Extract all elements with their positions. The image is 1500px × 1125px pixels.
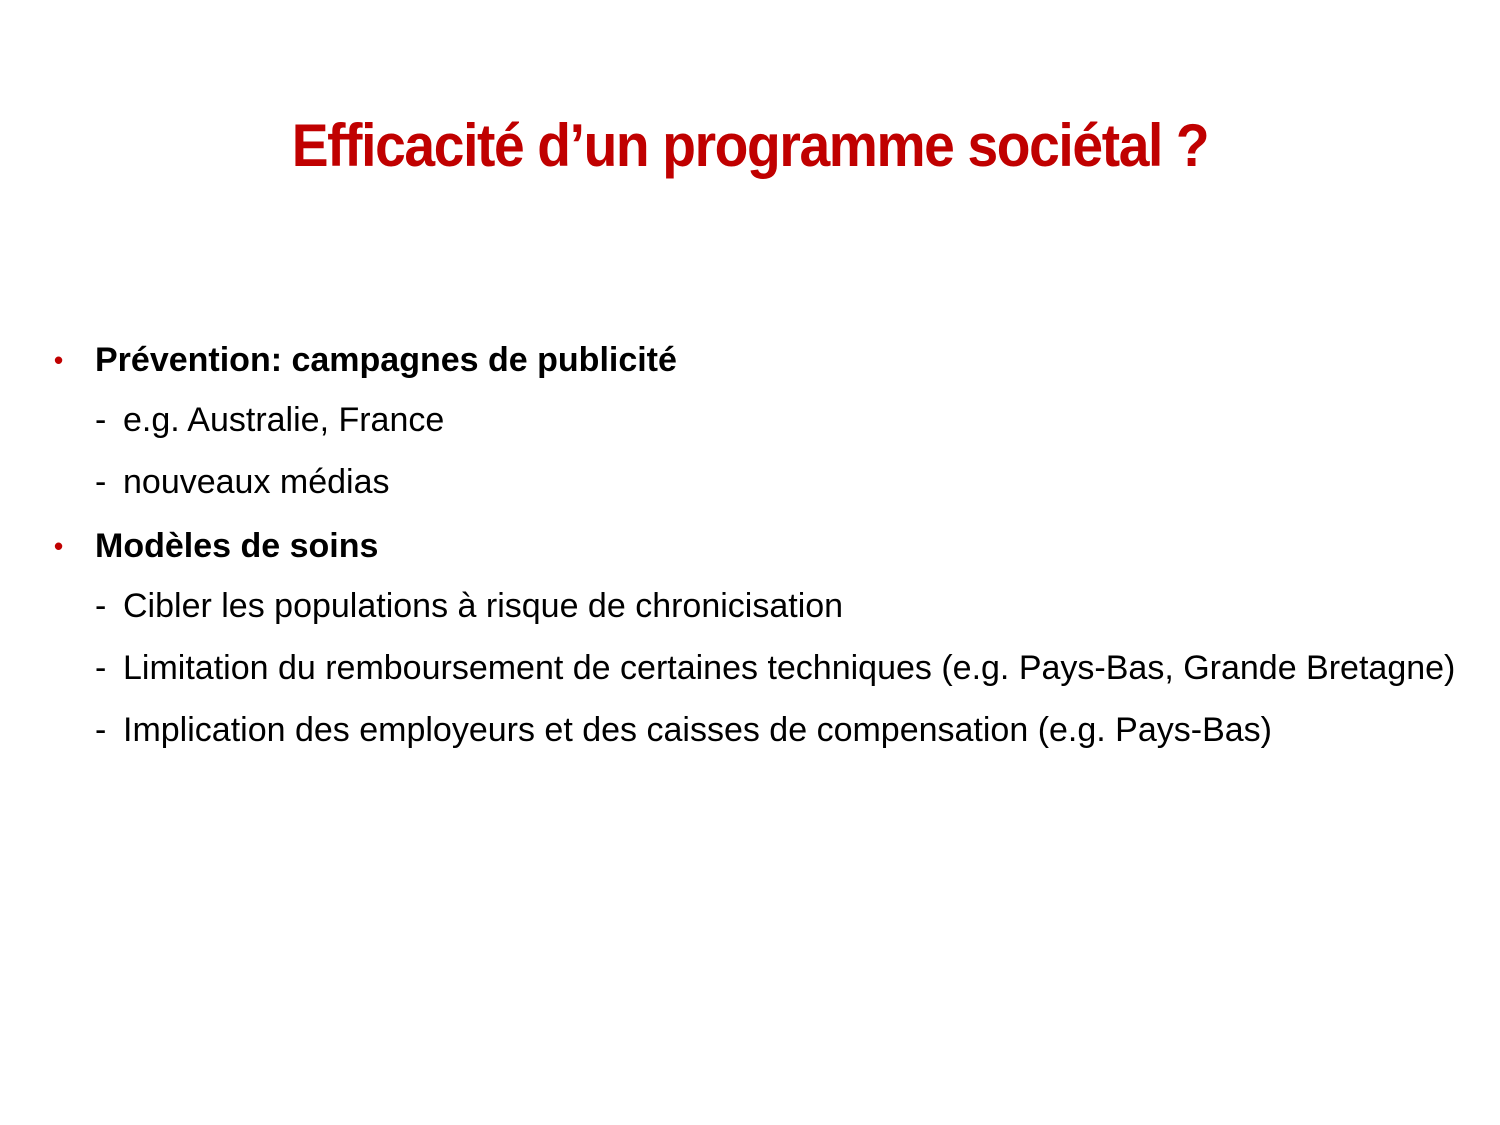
dash-icon: -	[95, 649, 107, 687]
sub-bullet-text: Implication des employeurs et des caisses de compensation (e.g. Pays-Bas)	[123, 711, 1272, 749]
sub-bullet	[50, 709, 1470, 751]
sub-bullet-text: e.g. Australie, France	[123, 401, 445, 439]
sub-bullet	[50, 647, 1470, 689]
sub-bullet	[50, 585, 1470, 627]
slide-body	[50, 337, 1470, 771]
bullet-label: Prévention: campagnes de publicité	[95, 341, 677, 379]
sub-bullet-text: Limitation du remboursement de certaines techniques (e.g. Pays-Bas, Grande Bretagne)	[123, 649, 1456, 687]
bullet-dot-icon: •	[54, 531, 64, 561]
bullet-dot-icon: •	[54, 345, 64, 375]
dash-icon: -	[95, 587, 107, 625]
dash-icon: -	[95, 711, 107, 749]
dash-icon: -	[95, 401, 107, 439]
dash-icon: -	[95, 463, 107, 501]
sub-bullet-text: Cibler les populations à risque de chronicisation	[123, 587, 844, 625]
bullet-label: Modèles de soins	[95, 527, 379, 565]
bullet-prevention	[50, 337, 1470, 383]
sub-bullet	[50, 461, 1470, 503]
bullet-modeles-de-soins	[50, 523, 1470, 569]
sub-bullet	[50, 399, 1470, 441]
sub-bullet-text: nouveaux médias	[123, 463, 390, 501]
slide-title: Efficacité d’un programme sociétal ?	[291, 112, 1209, 179]
